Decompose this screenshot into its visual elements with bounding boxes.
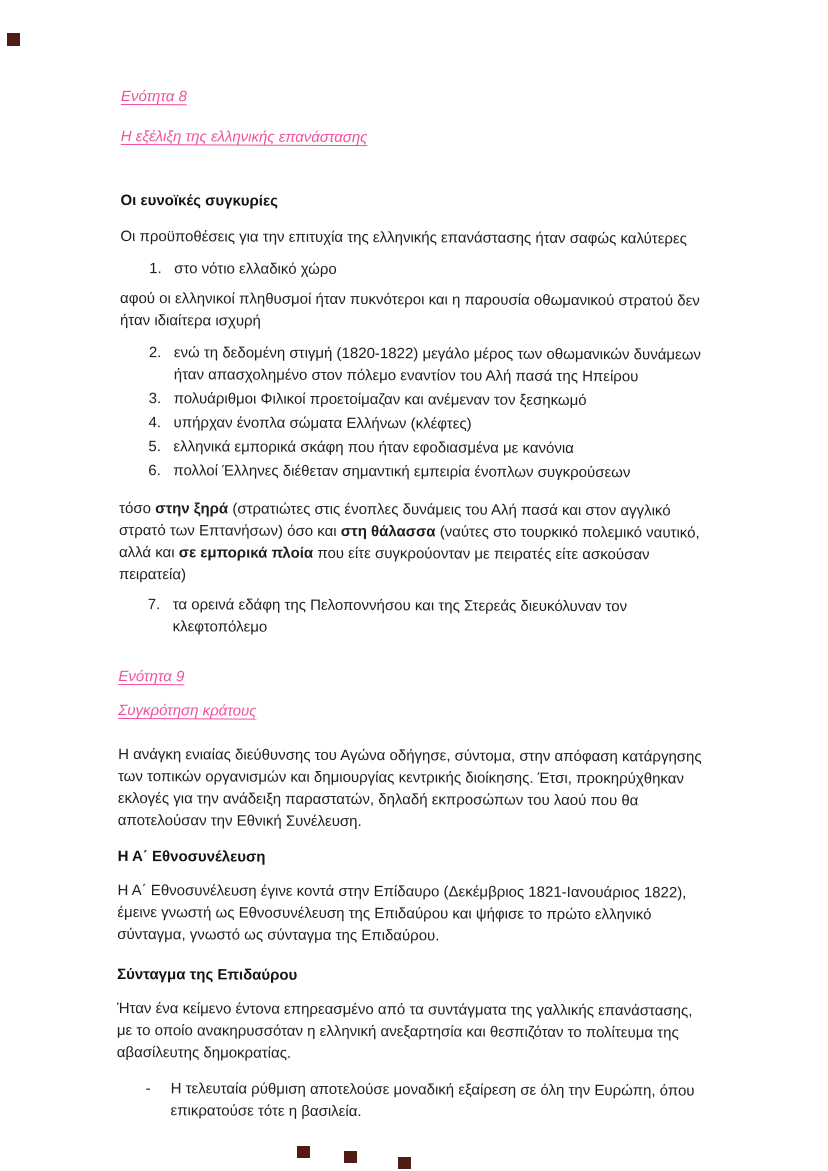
paragraph-first-national-assembly: Η Α΄ Εθνοσυνέλευση έγινε κοντά στην Επίδαυρο (Δεκέμβριος 1821-Ιανουάριος 1822), έμεινε γνωστή ως Εθνοσυνέλευση της Επιδαύρου και ψήφισε το πρώτο ελληνικό σύνταγμα, γνωστό ως σύνταγμα της Επιδαύρου.: [117, 881, 687, 945]
list-text: ελληνικά εμπορικά σκάφη που ήταν εφοδιασμένα με κανόνια: [173, 438, 574, 457]
list-number: 7.: [147, 596, 161, 614]
list-item-7: [119, 594, 713, 641]
heading-epidaurus-constitution: Σύνταγμα της Επιδαύρου: [117, 965, 298, 984]
dash-marker: -: [145, 1080, 151, 1098]
list-number: 3.: [148, 390, 162, 408]
bold-at-sea: στη θάλασσα: [340, 522, 436, 541]
section-9-subtitle: Συγκρότηση κράτους: [118, 701, 257, 720]
dash-text: Η τελευταία ρύθμιση αποτελούσε μοναδική εξαίρεση σε όλη την Ευρώπη, όπου επικρατούσε τότε η βασιλεία.: [170, 1080, 695, 1121]
dash-list-item: [116, 1078, 710, 1125]
text-segment: τόσο: [119, 499, 156, 518]
paragraph-continuation: αφού οι ελληνικοί πληθυσμοί ήταν πυκνότεροι και η παρουσία οθωμανικού στρατού δεν ήταν ιδιαίτερα ισχυρή: [119, 289, 700, 330]
list-number: 5.: [148, 438, 161, 456]
list-item-3: [120, 388, 714, 413]
list-item-5: [119, 436, 713, 461]
list-number: 4.: [148, 414, 162, 432]
list-item-4: [119, 412, 713, 437]
text-segment: (ναύτες στο τουρκικό πολεμικό ναυτικό, αλλά και: [118, 523, 700, 562]
list-text: στο νότιο ελλαδικό χώρο: [174, 260, 337, 278]
list-text: τα ορεινά εδάφη της Πελοποννήσου και της Στερεάς διευκόλυναν τον κλεφτοπόλεμο: [172, 596, 628, 636]
list-text: υπήρχαν ένοπλα σώματα Ελλήνων (κλέφτες): [173, 414, 472, 433]
edge-mark-bottom-2: [344, 1151, 357, 1163]
edge-mark-bottom-3: [398, 1157, 411, 1169]
list-items-2-6: [119, 342, 714, 485]
document-content: [116, 86, 715, 1125]
section-8-label: Ενότητα 8: [120, 87, 187, 106]
paragraph-land-sea: [119, 498, 713, 589]
bold-on-land: στην ξηρά: [155, 500, 229, 518]
bold-merchant-ships: σε εμπορικά πλοία: [178, 544, 314, 562]
paragraph-intro: Οι προϋποθέσεις για την επιτυχία της ελληνικής επανάστασης ήταν σαφώς καλύτερες: [120, 227, 687, 248]
list-number: 2.: [148, 344, 162, 362]
list-item-1: [120, 258, 714, 283]
text-segment: (στρατιώτες στις ένοπλες δυνάμεις του Αλή πασά και στον αγγλικό στρατό των Επτανήσων) όσο και: [119, 500, 671, 540]
list-number: 1.: [149, 260, 162, 278]
list-number: 6.: [148, 462, 161, 480]
list-item-6: [119, 460, 713, 485]
list-item-2: [120, 342, 714, 389]
list-text: πολυάριθμοι Φιλικοί προετοίμαζαν και ανέμεναν τον ξεσηκωμό: [173, 390, 587, 410]
heading-favorable-conditions: Οι ευνοϊκές συγκυρίες: [120, 191, 278, 210]
corner-mark-top-left: [7, 33, 20, 46]
paragraph-epidaurus-constitution: Ήταν ένα κείμενο έντονα επηρεασμένο από τα συντάγματα της γαλλικής επανάστασης, με το οποίο ανακηρυσσόταν η ελληνική ανεξαρτησία και θεσπιζόταν το πολίτευμα της αβασίλευτης δημοκρατίας.: [116, 999, 693, 1062]
text-segment: που είτε συγκρούονταν με πειρατές είτε ασκούσαν πειρατεία): [118, 544, 650, 584]
edge-mark-bottom-1: [297, 1146, 310, 1158]
section-9-label: Ενότητα 9: [118, 667, 185, 686]
list-text: ενώ τη δεδομένη στιγμή (1820-1822) μεγάλο μέρος των οθωμανικών δυνάμεων ήταν απασχολημένο στον πόλεμο εναντίον του Αλή πασά της Ηπείρου: [173, 344, 701, 386]
heading-first-national-assembly: Η Α΄ Εθνοσυνέλευση: [117, 847, 266, 866]
paragraph-state-intro: Η ανάγκη ενιαίας διεύθυνσης του Αγώνα οδήγησε, σύντομα, στην απόφαση κατάργησης των τοπικών οργανισμών και δημιουργίας κεντρικής διοίκησης. Έτσι, προκηρύχθηκαν εκλογές για την ανάδειξη παραστατών, δηλαδή εκπροσώπων του λαού που θα αποτελούσαν την Εθνική Συνέλευση.: [117, 745, 702, 831]
list-text: πολλοί Έλληνες διέθεταν σημαντική εμπειρία ένοπλων συγκρούσεων: [173, 462, 631, 482]
section-8-subtitle: Η εξέλιξη της ελληνικής επανάστασης: [120, 127, 368, 147]
